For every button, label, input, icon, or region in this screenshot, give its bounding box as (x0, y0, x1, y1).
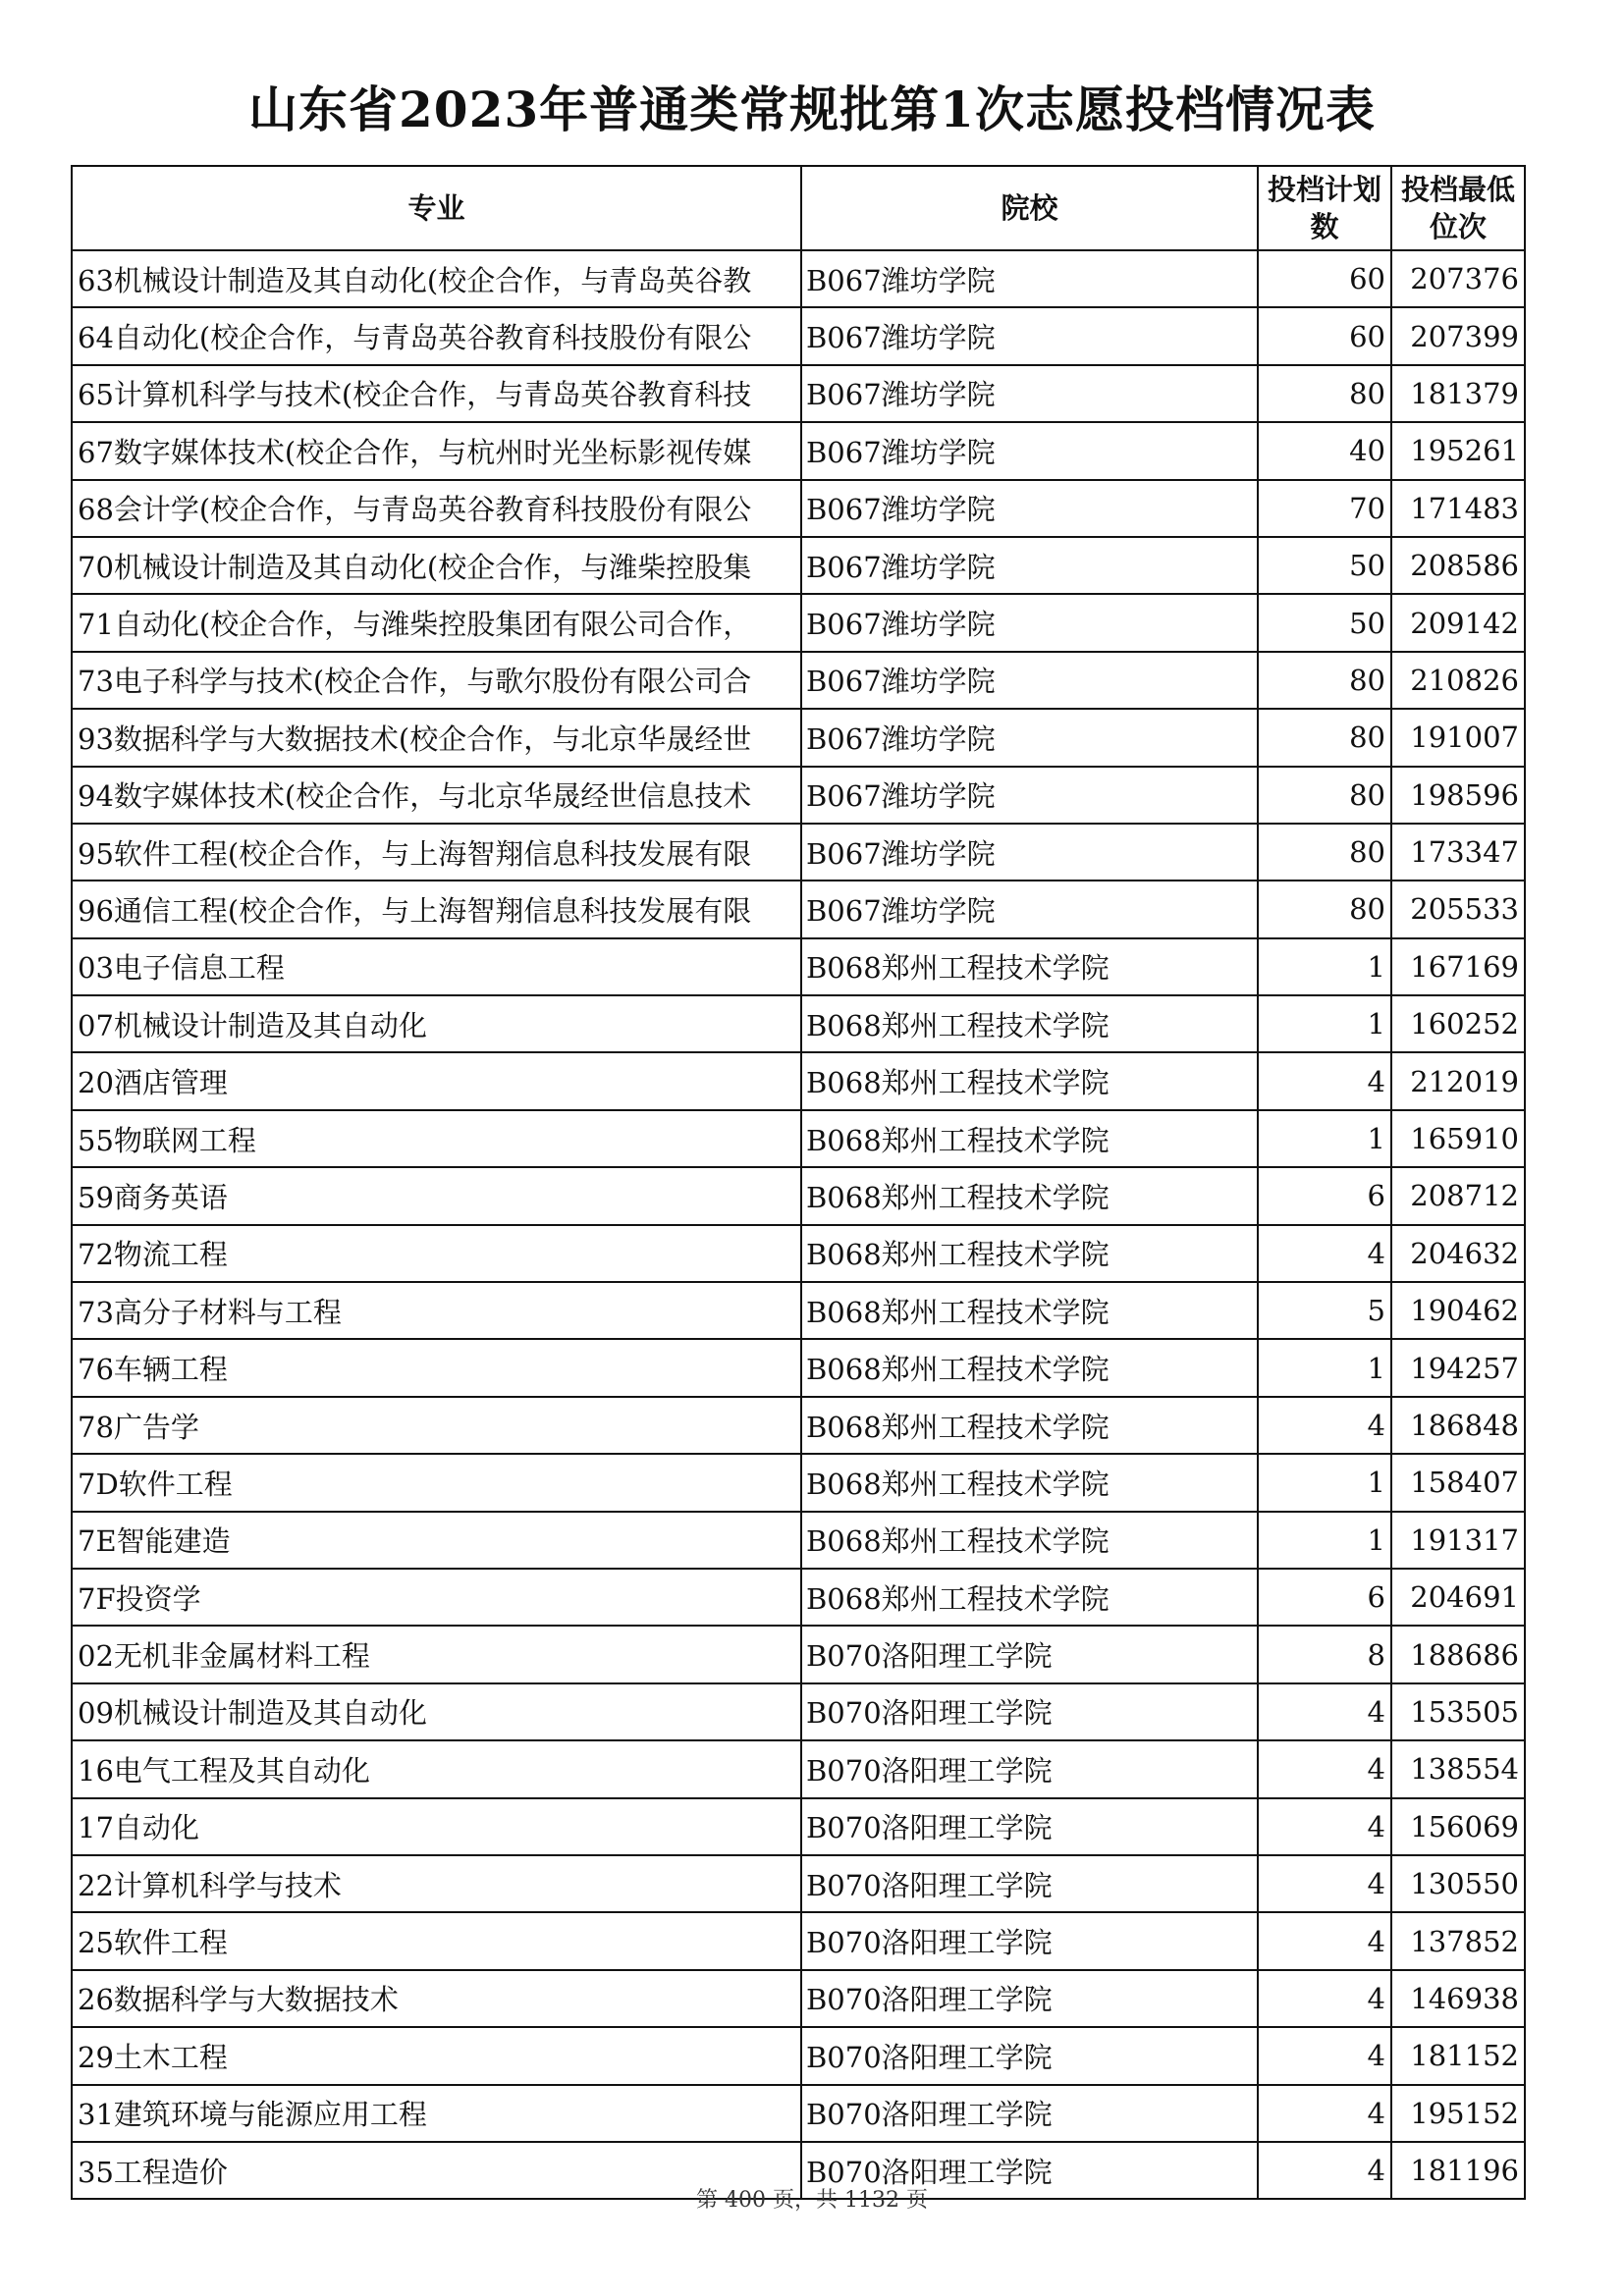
cell-rank: 188686 (1391, 1626, 1525, 1682)
cell-rank: 194257 (1391, 1339, 1525, 1396)
table-row (72, 881, 1525, 937)
cell-school: B068郑州工程技术学院 (801, 995, 1258, 1052)
cell-plan: 60 (1258, 307, 1391, 364)
table-row (72, 1855, 1525, 1912)
cell-school: B068郑州工程技术学院 (801, 1167, 1258, 1224)
table-row (72, 1798, 1525, 1855)
table-row (72, 480, 1525, 537)
cell-major: 25软件工程 (72, 1912, 801, 1969)
table-row (72, 1397, 1525, 1454)
cell-rank: 208586 (1391, 537, 1525, 594)
cell-plan: 4 (1258, 1397, 1391, 1454)
cell-major: 68会计学(校企合作，与青岛英谷教育科技股份有限公 (72, 480, 801, 537)
cell-rank: 190462 (1391, 1282, 1525, 1339)
table-header-row (72, 166, 1525, 250)
cell-plan: 1 (1258, 995, 1391, 1052)
cell-rank: 209142 (1391, 594, 1525, 651)
table-row (72, 2027, 1525, 2084)
table-row (72, 1339, 1525, 1396)
cell-plan: 4 (1258, 1683, 1391, 1740)
cell-major: 55物联网工程 (72, 1110, 801, 1167)
cell-rank: 198596 (1391, 767, 1525, 824)
cell-plan: 1 (1258, 1512, 1391, 1569)
table-row (72, 652, 1525, 709)
cell-school: B070洛阳理工学院 (801, 1626, 1258, 1682)
cell-school: B067潍坊学院 (801, 250, 1258, 307)
admission-table (71, 165, 1526, 2200)
cell-major: 67数字媒体技术(校企合作，与杭州时光坐标影视传媒 (72, 422, 801, 479)
cell-plan: 50 (1258, 537, 1391, 594)
cell-plan: 4 (1258, 1225, 1391, 1282)
cell-rank: 186848 (1391, 1397, 1525, 1454)
cell-school: B067潍坊学院 (801, 824, 1258, 881)
cell-school: B067潍坊学院 (801, 307, 1258, 364)
table-row (72, 1282, 1525, 1339)
cell-rank: 181196 (1391, 2142, 1525, 2199)
table-body (72, 250, 1525, 2199)
cell-school: B070洛阳理工学院 (801, 1855, 1258, 1912)
table-row (72, 1970, 1525, 2027)
cell-school: B068郑州工程技术学院 (801, 1225, 1258, 1282)
cell-school: B067潍坊学院 (801, 422, 1258, 479)
cell-plan: 8 (1258, 1626, 1391, 1682)
cell-school: B068郑州工程技术学院 (801, 1282, 1258, 1339)
table-row (72, 537, 1525, 594)
cell-school: B068郑州工程技术学院 (801, 1339, 1258, 1396)
cell-school: B067潍坊学院 (801, 365, 1258, 422)
cell-major: 71自动化(校企合作，与潍柴控股集团有限公司合作， (72, 594, 801, 651)
cell-major: 31建筑环境与能源应用工程 (72, 2085, 801, 2142)
cell-school: B068郑州工程技术学院 (801, 1512, 1258, 1569)
cell-rank: 138554 (1391, 1740, 1525, 1797)
cell-major: 76车辆工程 (72, 1339, 801, 1396)
cell-plan: 4 (1258, 1912, 1391, 1969)
cell-rank: 195152 (1391, 2085, 1525, 2142)
cell-school: B068郑州工程技术学院 (801, 1110, 1258, 1167)
cell-major: 35工程造价 (72, 2142, 801, 2199)
cell-plan: 50 (1258, 594, 1391, 651)
table-row (72, 709, 1525, 766)
cell-major: 65计算机科学与技术(校企合作，与青岛英谷教育科技 (72, 365, 801, 422)
table-row (72, 767, 1525, 824)
cell-rank: 165910 (1391, 1110, 1525, 1167)
header-school: 院校 (801, 166, 1258, 250)
cell-major: 73电子科学与技术(校企合作，与歌尔股份有限公司合 (72, 652, 801, 709)
table-row (72, 307, 1525, 364)
table-row (72, 365, 1525, 422)
page-title: 山东省2023年普通类常规批第1次志愿投档情况表 (248, 80, 1376, 138)
table-row (72, 594, 1525, 651)
cell-major: 70机械设计制造及其自动化(校企合作，与潍柴控股集 (72, 537, 801, 594)
cell-school: B068郑州工程技术学院 (801, 1454, 1258, 1511)
header-major: 专业 (72, 166, 801, 250)
cell-rank: 210826 (1391, 652, 1525, 709)
cell-major: 7F投资学 (72, 1569, 801, 1626)
page-footer: 第 400 页，共 1132 页 (696, 2188, 928, 2213)
cell-rank: 137852 (1391, 1912, 1525, 1969)
cell-school: B070洛阳理工学院 (801, 1912, 1258, 1969)
cell-plan: 4 (1258, 1855, 1391, 1912)
cell-major: 7E智能建造 (72, 1512, 801, 1569)
cell-plan: 4 (1258, 1740, 1391, 1797)
header-plan: 投档计划数 (1258, 166, 1391, 250)
cell-major: 29土木工程 (72, 2027, 801, 2084)
cell-rank: 191007 (1391, 709, 1525, 766)
table-row (72, 1225, 1525, 1282)
cell-school: B070洛阳理工学院 (801, 2085, 1258, 2142)
cell-rank: 181152 (1391, 2027, 1525, 2084)
table-row (72, 995, 1525, 1052)
table-row (72, 1569, 1525, 1626)
cell-school: B070洛阳理工学院 (801, 1683, 1258, 1740)
cell-plan: 1 (1258, 1110, 1391, 1167)
cell-school: B067潍坊学院 (801, 480, 1258, 537)
table-row (72, 824, 1525, 881)
cell-school: B067潍坊学院 (801, 709, 1258, 766)
table-row (72, 1167, 1525, 1224)
cell-rank: 195261 (1391, 422, 1525, 479)
cell-rank: 208712 (1391, 1167, 1525, 1224)
table-row (72, 1454, 1525, 1511)
cell-rank: 204691 (1391, 1569, 1525, 1626)
cell-major: 96通信工程(校企合作，与上海智翔信息科技发展有限 (72, 881, 801, 937)
cell-rank: 130550 (1391, 1855, 1525, 1912)
cell-rank: 181379 (1391, 365, 1525, 422)
cell-major: 59商务英语 (72, 1167, 801, 1224)
cell-major: 95软件工程(校企合作，与上海智翔信息科技发展有限 (72, 824, 801, 881)
cell-plan: 80 (1258, 652, 1391, 709)
cell-plan: 4 (1258, 1052, 1391, 1109)
cell-major: 72物流工程 (72, 1225, 801, 1282)
cell-plan: 1 (1258, 938, 1391, 995)
cell-plan: 40 (1258, 422, 1391, 479)
cell-major: 17自动化 (72, 1798, 801, 1855)
cell-plan: 60 (1258, 250, 1391, 307)
cell-plan: 4 (1258, 1798, 1391, 1855)
cell-plan: 1 (1258, 1454, 1391, 1511)
cell-rank: 205533 (1391, 881, 1525, 937)
cell-school: B067潍坊学院 (801, 537, 1258, 594)
cell-school: B070洛阳理工学院 (801, 2142, 1258, 2199)
cell-school: B067潍坊学院 (801, 594, 1258, 651)
cell-plan: 80 (1258, 767, 1391, 824)
cell-major: 7D软件工程 (72, 1454, 801, 1511)
cell-school: B070洛阳理工学院 (801, 1740, 1258, 1797)
cell-rank: 173347 (1391, 824, 1525, 881)
cell-major: 22计算机科学与技术 (72, 1855, 801, 1912)
table-row (72, 1626, 1525, 1682)
cell-school: B070洛阳理工学院 (801, 1970, 1258, 2027)
table-row (72, 1110, 1525, 1167)
cell-school: B067潍坊学院 (801, 652, 1258, 709)
cell-plan: 80 (1258, 365, 1391, 422)
cell-major: 64自动化(校企合作，与青岛英谷教育科技股份有限公 (72, 307, 801, 364)
table-row (72, 2085, 1525, 2142)
table-row (72, 1683, 1525, 1740)
cell-rank: 158407 (1391, 1454, 1525, 1511)
cell-major: 94数字媒体技术(校企合作，与北京华晟经世信息技术 (72, 767, 801, 824)
cell-major: 16电气工程及其自动化 (72, 1740, 801, 1797)
cell-plan: 80 (1258, 709, 1391, 766)
cell-plan: 6 (1258, 1167, 1391, 1224)
cell-major: 03电子信息工程 (72, 938, 801, 995)
cell-school: B070洛阳理工学院 (801, 2027, 1258, 2084)
cell-plan: 70 (1258, 480, 1391, 537)
cell-plan: 4 (1258, 1970, 1391, 2027)
table-row (72, 1052, 1525, 1109)
cell-rank: 191317 (1391, 1512, 1525, 1569)
cell-rank: 207399 (1391, 307, 1525, 364)
cell-plan: 80 (1258, 824, 1391, 881)
cell-major: 78广告学 (72, 1397, 801, 1454)
cell-major: 20酒店管理 (72, 1052, 801, 1109)
cell-plan: 6 (1258, 1569, 1391, 1626)
cell-rank: 160252 (1391, 995, 1525, 1052)
cell-plan: 80 (1258, 881, 1391, 937)
table-row (72, 422, 1525, 479)
cell-school: B068郑州工程技术学院 (801, 1397, 1258, 1454)
cell-plan: 4 (1258, 2027, 1391, 2084)
cell-rank: 167169 (1391, 938, 1525, 995)
cell-major: 07机械设计制造及其自动化 (72, 995, 801, 1052)
cell-school: B067潍坊学院 (801, 881, 1258, 937)
cell-major: 93数据科学与大数据技术(校企合作，与北京华晟经世 (72, 709, 801, 766)
cell-rank: 204632 (1391, 1225, 1525, 1282)
cell-school: B070洛阳理工学院 (801, 1798, 1258, 1855)
header-rank: 投档最低位次 (1391, 166, 1525, 250)
cell-rank: 207376 (1391, 250, 1525, 307)
cell-rank: 171483 (1391, 480, 1525, 537)
table-row (72, 938, 1525, 995)
table-row (72, 1912, 1525, 1969)
cell-rank: 146938 (1391, 1970, 1525, 2027)
cell-school: B068郑州工程技术学院 (801, 938, 1258, 995)
table-row (72, 1740, 1525, 1797)
cell-plan: 5 (1258, 1282, 1391, 1339)
cell-major: 63机械设计制造及其自动化(校企合作，与青岛英谷教 (72, 250, 801, 307)
cell-plan: 4 (1258, 2085, 1391, 2142)
cell-school: B067潍坊学院 (801, 767, 1258, 824)
cell-rank: 156069 (1391, 1798, 1525, 1855)
table-row (72, 250, 1525, 307)
table-row (72, 1512, 1525, 1569)
cell-major: 26数据科学与大数据技术 (72, 1970, 801, 2027)
cell-major: 09机械设计制造及其自动化 (72, 1683, 801, 1740)
cell-rank: 153505 (1391, 1683, 1525, 1740)
cell-rank: 212019 (1391, 1052, 1525, 1109)
cell-major: 02无机非金属材料工程 (72, 1626, 801, 1682)
cell-plan: 4 (1258, 2142, 1391, 2199)
cell-school: B068郑州工程技术学院 (801, 1052, 1258, 1109)
cell-school: B068郑州工程技术学院 (801, 1569, 1258, 1626)
cell-major: 73高分子材料与工程 (72, 1282, 801, 1339)
cell-plan: 1 (1258, 1339, 1391, 1396)
